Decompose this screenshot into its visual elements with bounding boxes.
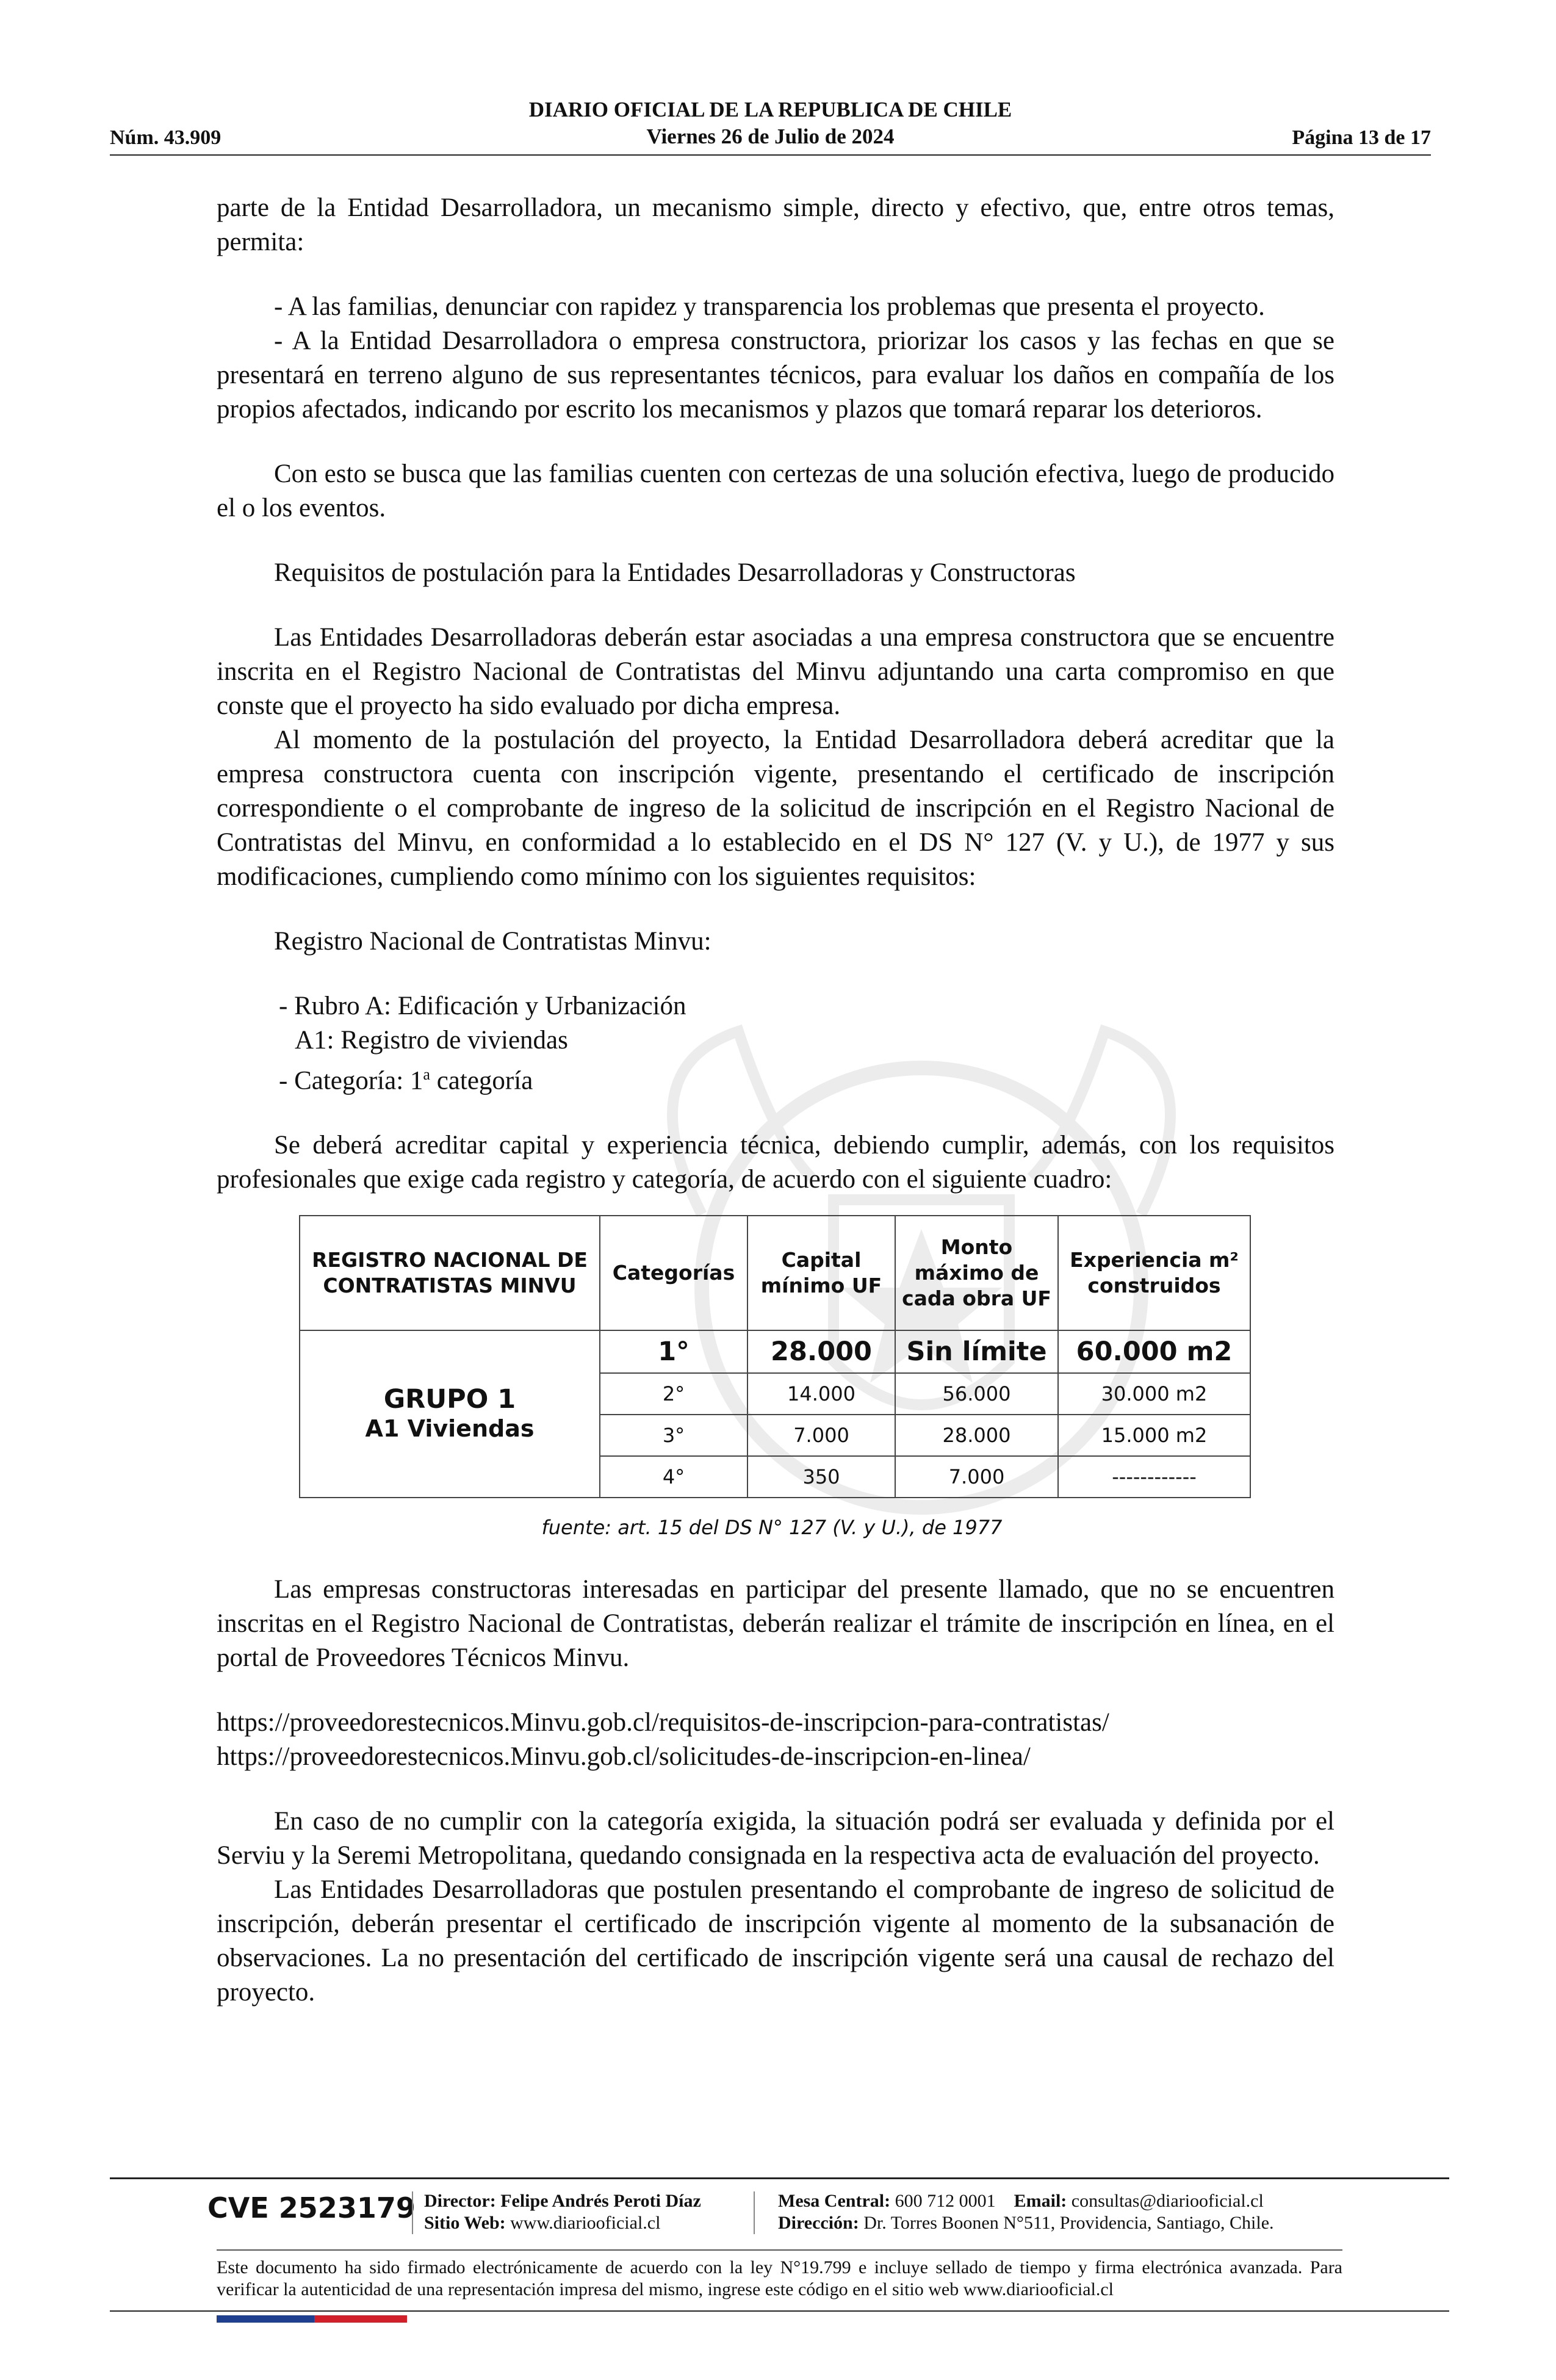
table-cell: 15.000 m2 [1058,1415,1250,1456]
issue-date: Viernes 26 de Julio de 2024 [646,124,895,148]
section-heading: Requisitos de postulación para la Entidades Desarrolladoras y Constructoras [274,558,1076,587]
table-cell: 28.000 [747,1330,895,1373]
page-number: Página 13 de 17 [1292,126,1431,149]
paragraph: Las Entidades Desarrolladoras deberán estar asociadas a una empresa constructora que se encuentre inscrita en el Registro Nacional de Contratistas del Minvu adjuntando una carta compromiso en que conste que el proyecto ha sido evaluado por dicha empresa. [217,623,1334,720]
table-cell: 30.000 m2 [1058,1373,1250,1415]
table-cell: 56.000 [895,1373,1058,1415]
link-url[interactable]: https://proveedorestecnicos.Minvu.gob.cl/solicitudes-de-inscripcion-en-linea/ [217,1742,1031,1772]
page-header [110,92,1431,156]
registry-label: Registro Nacional de Contratistas Minvu: [274,927,711,956]
table-header: Categorías [600,1216,747,1330]
table-cell: 7.000 [747,1415,895,1456]
paragraph: Se deberá acreditar capital y experiencia técnica, debiendo cumplir, además, con los requisitos profesionales que exige cada registro y categoría, de acuerdo con el siguiente cuadro: [217,1131,1334,1194]
paragraph: parte de la Entidad Desarrolladora, un mecanismo simple, directo y efectivo, que, entre otros temas, permita: [217,193,1334,256]
email-link[interactable]: consultas@diariooficial.cl [1071,2191,1264,2211]
footer-divider [110,2177,1449,2179]
group-cell: GRUPO 1 A1 Viviendas [300,1330,600,1498]
issue-number: Núm. 43.909 [110,126,222,149]
table-header: Experiencia m² construidos [1058,1216,1250,1330]
list-item: - Rubro A: Edificación y Urbanización [279,992,686,1020]
cve-code: CVE 2523179 [207,2191,416,2224]
table-cell: 60.000 m2 [1058,1330,1250,1373]
paragraph: En caso de no cumplir con la categoría exigida, la situación podrá ser evaluada y definida por el Serviu y la Seremi Metropolitana, quedando consignada en la respectiva acta de evaluación del proyecto. [217,1807,1334,1870]
paragraph: Las Entidades Desarrolladoras que postulen presentando el comprobante de ingreso de solicitud de inscripción, deberán presentar el certificado de inscripción vigente al momento de la subsanación de observaciones. La no presentación del certificado de inscripción vigente será una causal de rechazo del proyecto. [217,1875,1334,2007]
list-item: A1: Registro de viviendas [295,1026,568,1055]
website-link[interactable]: www.diariooficial.cl [510,2213,661,2233]
table-header: Capital mínimo UF [747,1216,895,1330]
contact-block: Mesa Central: 600 712 0001 Email: consultas@diariooficial.cl Dirección: Dr. Torres Boonen N°511, Providencia, Santiago, Chile. [778,2191,1274,2233]
link-url[interactable]: https://proveedorestecnicos.Minvu.gob.cl/requisitos-de-inscripcion-para-contratistas/ [217,1708,1109,1737]
flag-bar [217,2315,407,2323]
table-cell: 28.000 [895,1415,1058,1456]
table-cell: 1° [600,1330,747,1373]
table-cell: 350 [747,1456,895,1498]
table-cell: 3° [600,1415,747,1456]
paragraph: - A la Entidad Desarrolladora o empresa constructora, priorizar los casos y las fechas en que se presentará en terreno alguno de sus representantes técnicos, para evaluar los daños en compañía de los propios afectados, indicando por escrito los mecanismos y plazos que tomará reparar los deterioros. [217,326,1334,424]
table-cell: Sin límite [895,1330,1058,1373]
paragraph: Con esto se busca que las familias cuenten con certezas de una solución efectiva, luego de producido el o los eventos. [217,460,1334,522]
registry-table [299,1215,1251,1498]
paragraph: Al momento de la postulación del proyecto, la Entidad Desarrolladora deberá acreditar que la empresa constructora cuenta con inscripción vigente, presentando el certificado de inscripción correspondiente o el comprobante de ingreso de la solicitud de inscripción en el Registro Nacional de Contratistas del Minvu, en conformidad a lo establecido en el DS N° 127 (V. y U.), de 1977 y sus modificaciones, cumpliendo como mínimo con los siguientes requisitos: [217,726,1334,891]
table-header: REGISTRO NACIONAL DE CONTRATISTAS MINVU [300,1216,600,1330]
table-cell: 4° [600,1456,747,1498]
paragraph: - A las familias, denunciar con rapidez y transparencia los problemas que presenta el proyecto. [274,292,1265,321]
gazette-heading [110,96,1431,150]
gazette-title: DIARIO OFICIAL DE LA REPUBLICA DE CHILE [528,98,1012,121]
requirements-list [217,989,1334,1098]
address: Dr. Torres Boonen N°511, Providencia, Santiago, Chile. [863,2213,1274,2233]
table-cell: 7.000 [895,1456,1058,1498]
list-item: - Categoría: 1$^a$ categoría [279,1066,533,1095]
table-row [300,1330,1250,1373]
page-body [217,191,1334,2010]
paragraph: Las empresas constructoras interesadas en participar del presente llamado, que no se encuentren inscritas en el Registro Nacional de Contratistas, deberán realizar el trámite de inscripción en línea, en el portal de Proveedores Técnicos Minvu. [217,1575,1334,1673]
table-cell: 14.000 [747,1373,895,1415]
table-header: Monto máximo de cada obra UF [895,1216,1058,1330]
table-cell: ------------ [1058,1456,1250,1498]
phone-number: 600 712 0001 [895,2191,996,2211]
page-footer [110,2177,1449,2299]
header-divider [110,154,1431,156]
legal-notice: Este documento ha sido firmado electrónicamente de acuerdo con la ley N°19.799 e incluye sellado de tiempo y firma electrónica avanzada. Para verificar la autenticidad de una representación impresa del mismo, ingrese este código en el sitio web www.diariooficial.cl [217,2257,1342,2299]
table-source: fuente: art. 15 del DS N° 127 (V. y U.), de 1977 [541,1516,1003,1540]
director-block: Director: Felipe Andrés Peroti Díaz Sitio Web: www.diariooficial.cl [424,2191,701,2233]
table-cell: 2° [600,1373,747,1415]
director-name: Felipe Andrés Peroti Díaz [500,2191,701,2211]
